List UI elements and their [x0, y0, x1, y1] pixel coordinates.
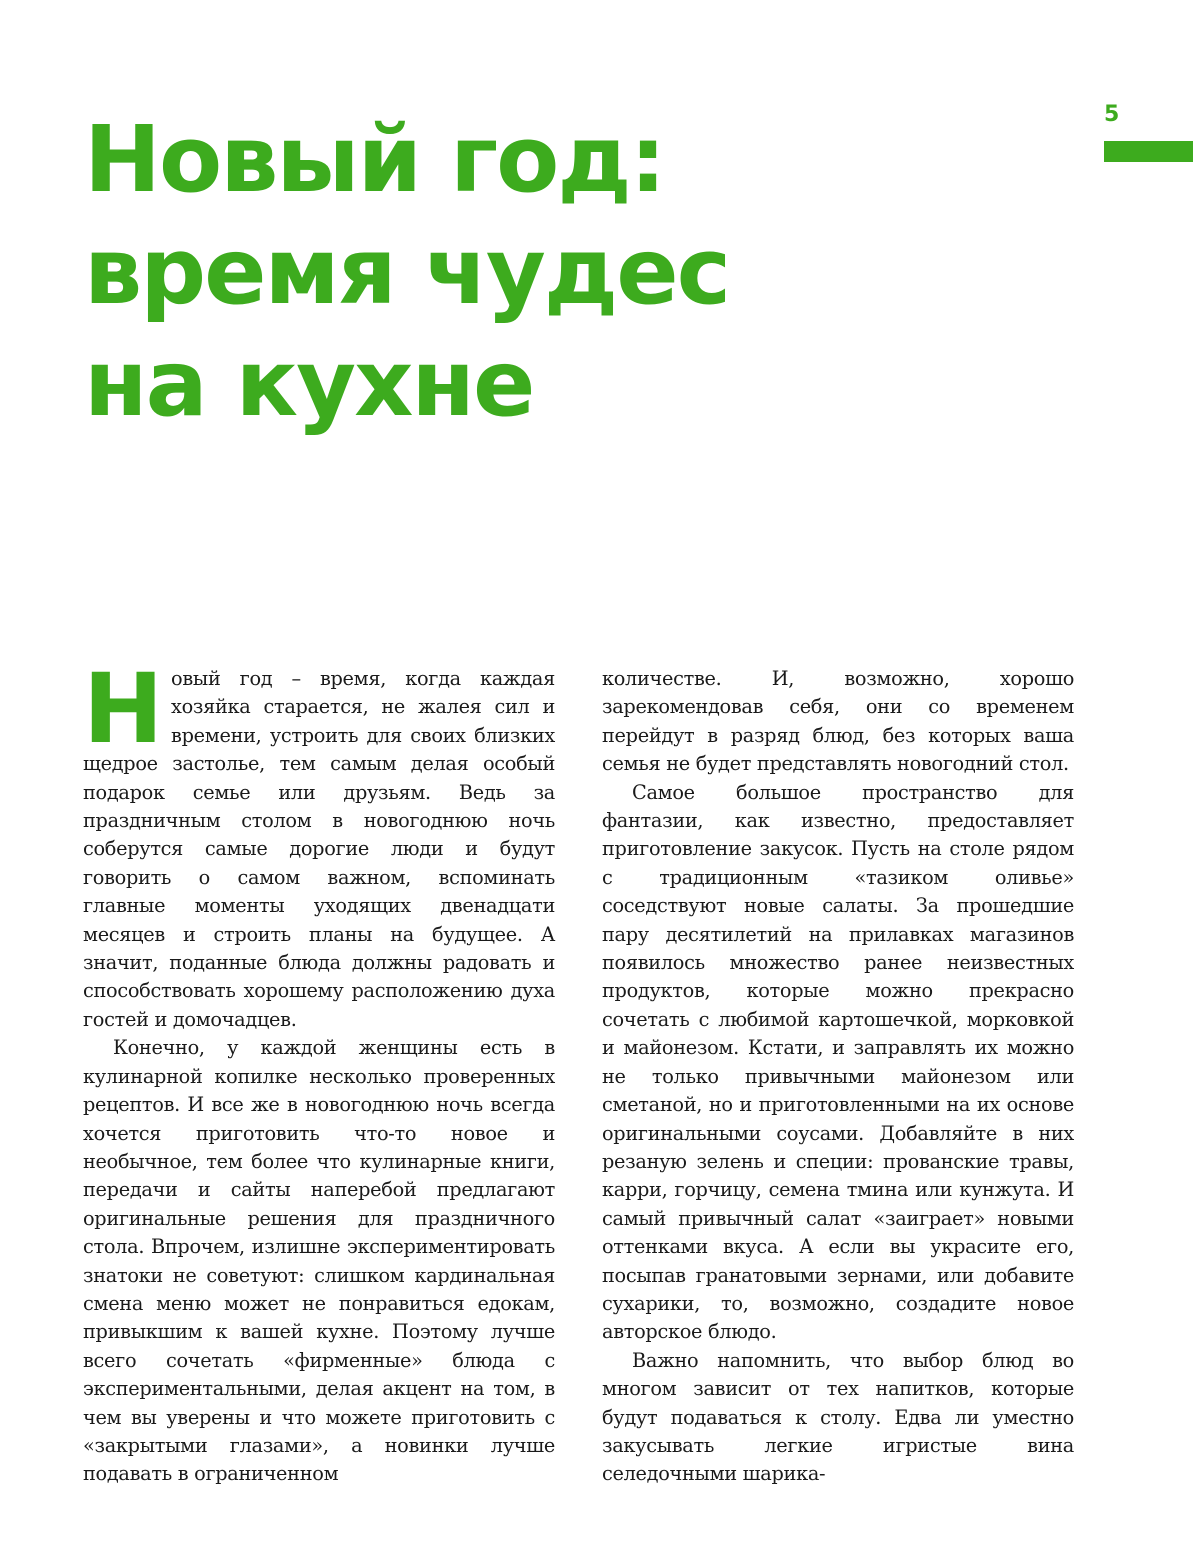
paragraph-2: Конечно, у каждой женщины есть в кулинарной копилке несколько проверенных рецептов. И все же в новогоднюю ночь всегда хочется приготовить что-то новое и необычное, тем более что кулинарные книги, передачи и сайты наперебой предлагают оригинальные решения для праздничного стола. Впрочем, излишне экспериментировать знатоки не советуют: слишком кардинальная смена меню может не понравиться едокам, привыкшим к вашей кухне. Поэтому лучше всего сочетать «фирменные» блюда с экспериментальными, делая акцент на том, в чем вы уверены и что можете приготовить с «закрытыми глазами», а новинки лучше подавать в ограниченном: [83, 1036, 555, 1486]
right-column: [602, 665, 1074, 1489]
left-column: [83, 653, 555, 1489]
paragraph-1: [83, 653, 555, 1034]
page-number-bar: [1104, 141, 1193, 162]
paragraph-3: количестве. И, возможно, хорошо зарекомендовав себя, они со временем перейдут в разряд блюд, без которых ваша семья не будет представлять новогодний стол.: [602, 667, 1074, 776]
chapter-title: [84, 104, 729, 440]
paragraph-4: Самое большое пространство для фантазии, как известно, предоставляет приготовление закусок. Пусть на столе рядом с традиционным «тазиком оливье» соседствуют новые салаты. За прошедшие пару десятилетий на прилавках магазинов появилось множество ранее неизвестных продуктов, которые можно прекрасно сочетать с любимой картошечкой, морковкой и майонезом. Кстати, и заправлять их можно не только привычными майонезом или сметаной, но и приготовленными на их основе оригинальными соусами. Добавляйте в них резаную зелень и специи: прованские травы, карри, горчицу, семена тмина или кунжута. И самый привычный салат «заиграет» новыми оттенками вкуса. А если вы украсите его, посыпав гранатовыми зернами, или добавите сухарики, то, возможно, создадите новое авторское блюдо.: [602, 780, 1074, 1344]
chapter-title-line-1: Новый год:: [84, 106, 665, 213]
chapter-title-line-2: время чудес: [84, 218, 730, 325]
chapter-title-line-3: на кухне: [84, 330, 534, 437]
paragraph-1-text: овый год – время, когда каждая хозяйка старается, не жалея сил и времени, устроить для своих близких щедрое застолье, тем самым делая особый подарок семье или друзьям. Ведь за праздничным столом в новогоднюю ночь соберутся самые дорогие люди и будут говорить о самом важном, вспоминать главные моменты уходящих двенадцати месяцев и строить планы на будущее. А значит, поданные блюда должны радовать и способствовать хорошему расположению духа гостей и домочадцев.: [83, 667, 555, 1031]
drop-cap: Н: [83, 653, 164, 765]
page-number: 5: [1104, 102, 1120, 127]
paragraph-5: Важно напомнить, что выбор блюд во многом зависит от тех напитков, которые будут подаваться к столу. Едва ли уместно закусывать легкие игристые вина селедочными шарика-: [602, 1348, 1074, 1486]
